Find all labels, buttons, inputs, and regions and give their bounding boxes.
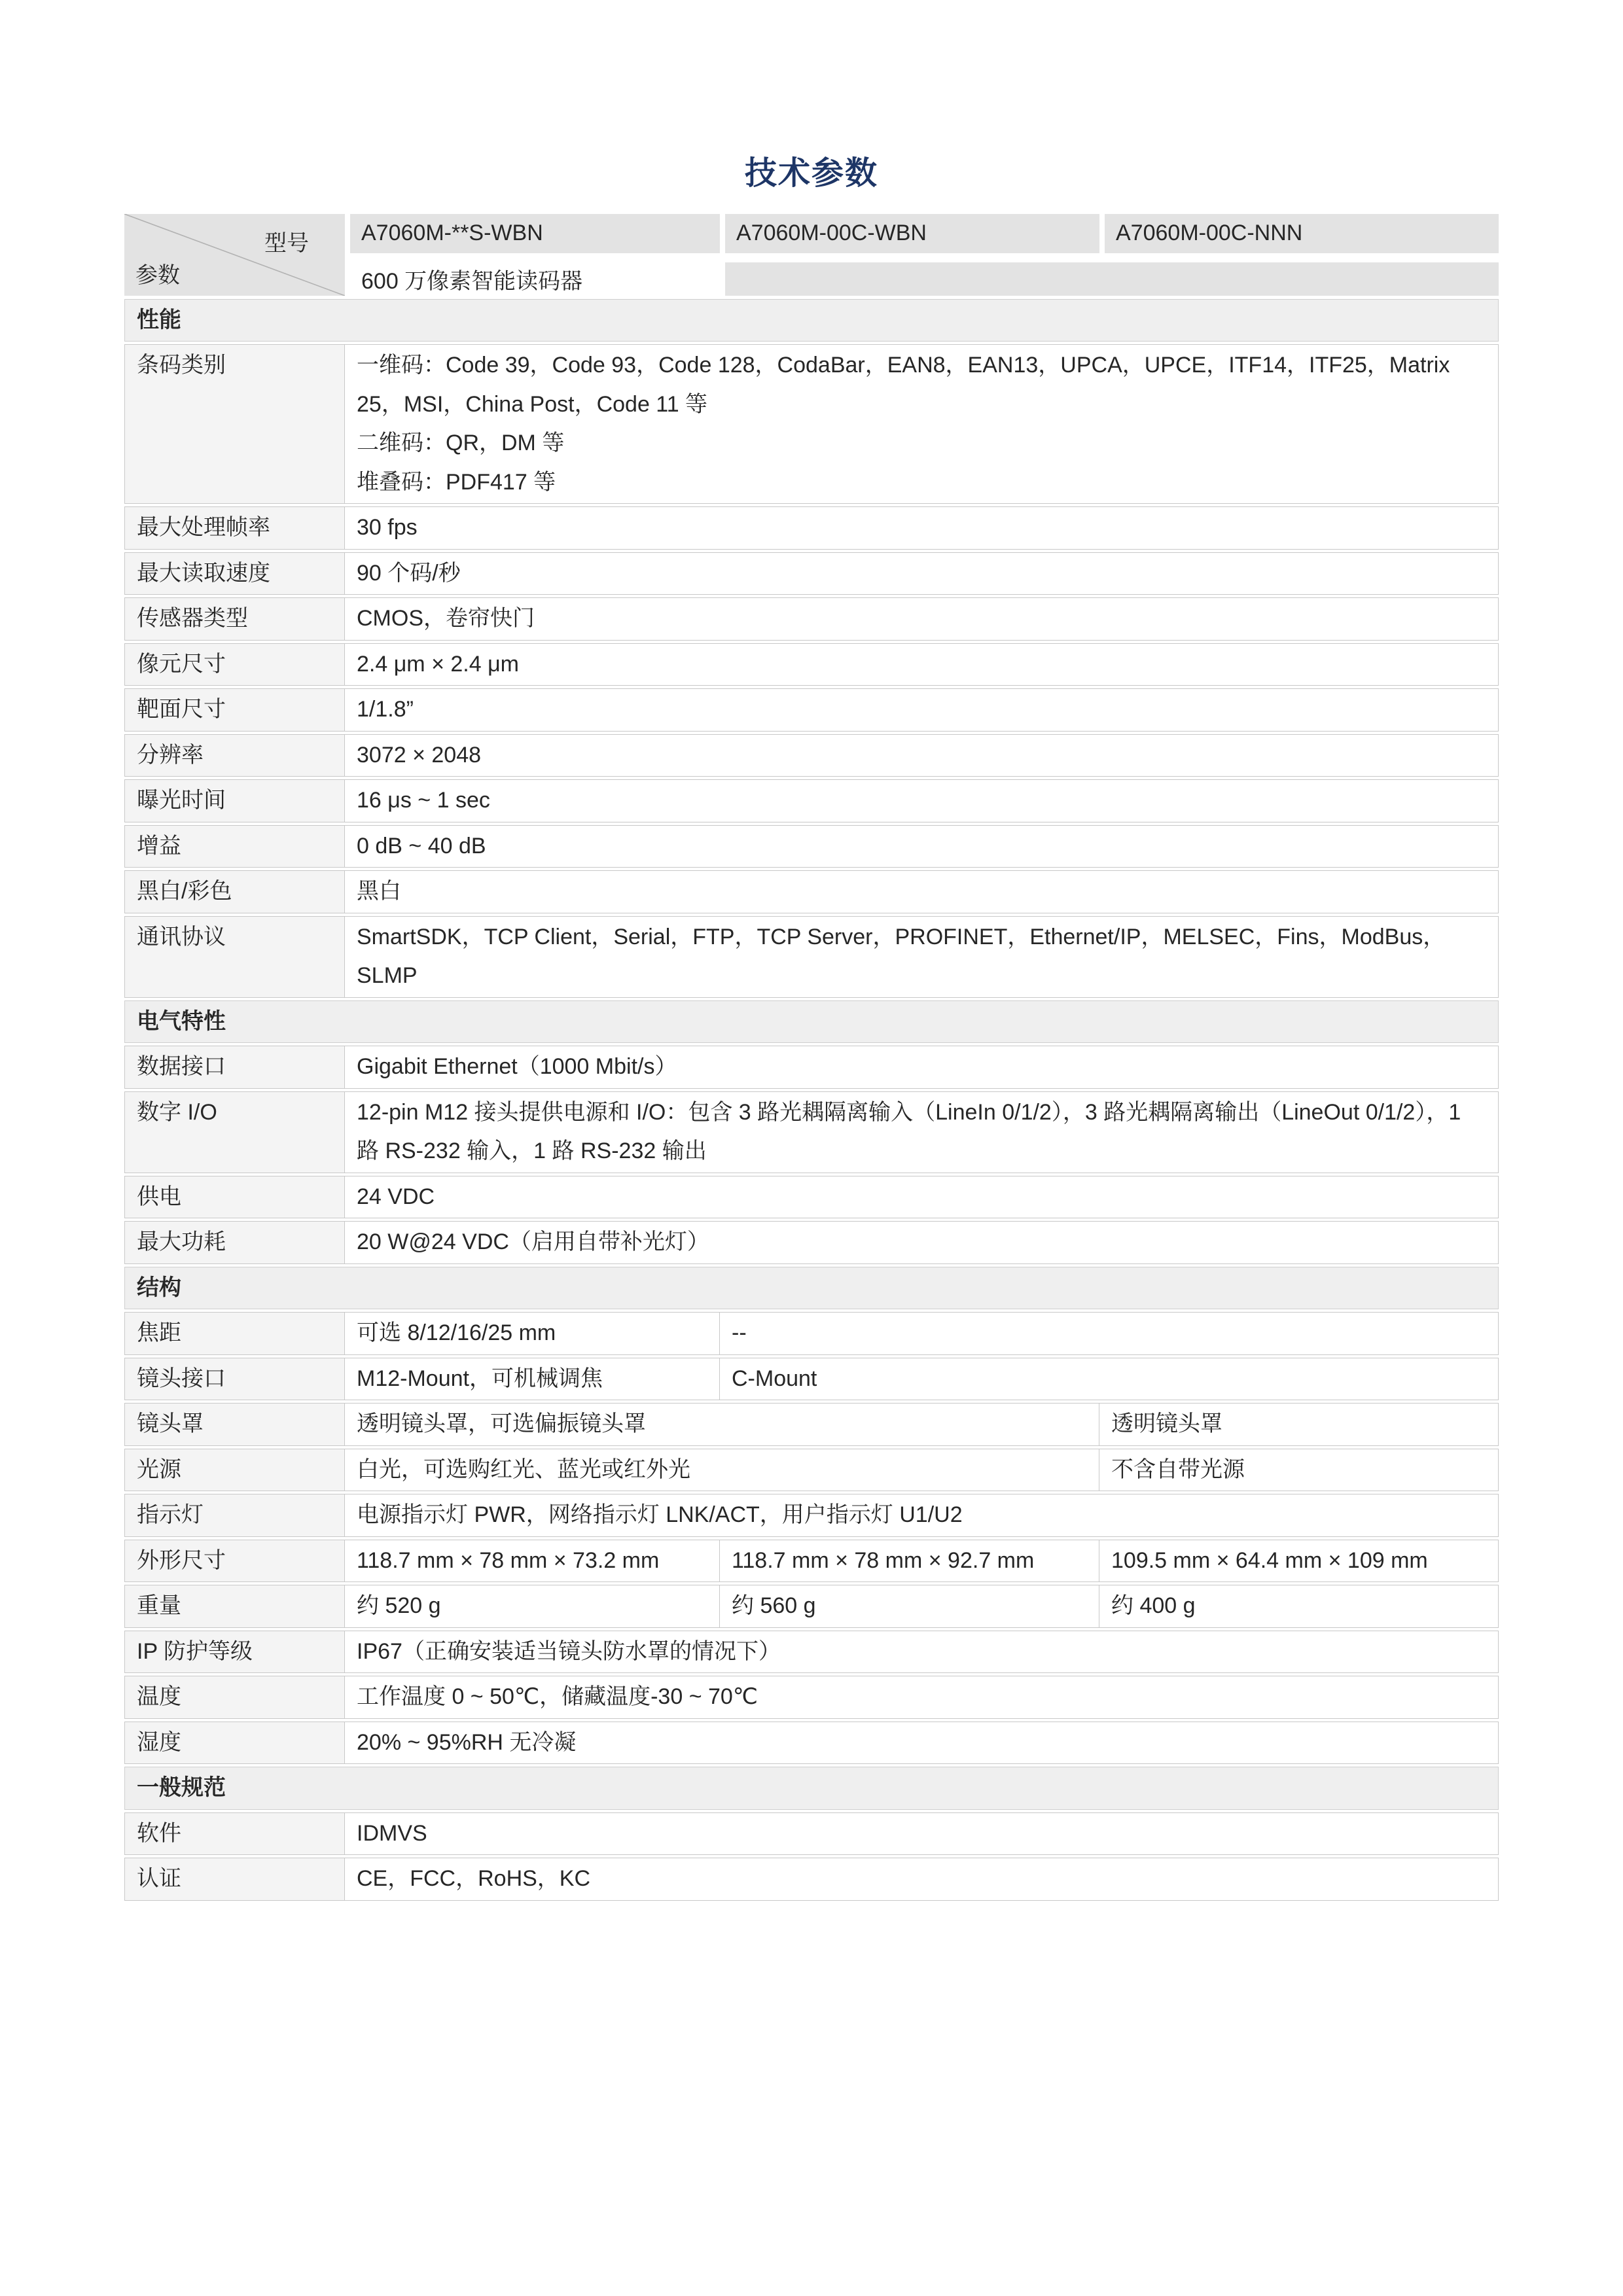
table-row [124,734,1499,777]
spec-table-body [124,299,1499,1901]
table-row [124,1494,1499,1537]
row-value: 12-pin M12 接头提供电源和 I/O：包含 3 路光耦隔离输入（LineIn 0/1/2），3 路光耦隔离输出（LineOut 0/1/2），1 路 RS-232 输入，1 路 RS-232 输出 [344,1091,1499,1173]
row-value: 109.5 mm × 64.4 mm × 109 mm [1099,1540,1499,1583]
row-label: 温度 [124,1676,345,1719]
section-row [124,1767,1499,1810]
row-value: Gigabit Ethernet（1000 Mbit/s） [344,1046,1499,1089]
table-row [124,1358,1499,1401]
table-row [124,779,1499,822]
row-value: 约 520 g [344,1585,720,1628]
model-header-cell: A7060M-**S-WBN [350,214,720,253]
row-value: 可选 8/12/16/25 mm [344,1312,720,1355]
row-label: 软件 [124,1812,345,1856]
row-value: 30 fps [344,506,1499,550]
table-row [124,1858,1499,1901]
row-value: 20 W@24 VDC（启用自带补光灯） [344,1221,1499,1264]
table-row [124,643,1499,686]
corner-label-parameter: 参数 [135,262,180,288]
row-value: 3072 × 2048 [344,734,1499,777]
product-subtitle-cell: 600 万像素智能读码器 [350,262,720,296]
row-label: 条码类别 [124,344,345,504]
row-value: 黑白 [344,870,1499,913]
page-title: 技术参数 [744,156,878,191]
row-value: 1/1.8” [344,688,1499,732]
row-value: 透明镜头罩 [1099,1403,1499,1446]
row-label: 焦距 [124,1312,345,1355]
table-row [124,1312,1499,1355]
row-value: IP67（正确安装适当镜头防水罩的情况下） [344,1631,1499,1674]
row-label: 曝光时间 [124,779,345,822]
row-label: 通讯协议 [124,916,345,998]
table-row [124,1631,1499,1674]
row-value: 0 dB ~ 40 dB [344,825,1499,868]
row-label: 指示灯 [124,1494,345,1537]
table-row [124,1091,1499,1173]
section-row [124,1267,1499,1310]
table-row [124,552,1499,595]
row-label: 传感器类型 [124,597,345,641]
section-header: 一般规范 [124,1767,1499,1810]
row-label: 最大功耗 [124,1221,345,1264]
row-label: 靶面尺寸 [124,688,345,732]
row-value: 电源指示灯 PWR，网络指示灯 LNK/ACT，用户指示灯 U1/U2 [344,1494,1499,1537]
row-label: 认证 [124,1858,345,1901]
corner-label-model: 型号 [264,230,309,256]
table-row [124,1176,1499,1219]
table-row [124,506,1499,550]
table-row [124,825,1499,868]
table-row [124,1449,1499,1492]
table-row [124,870,1499,913]
row-value: 不含自带光源 [1099,1449,1499,1492]
header-filler-cell [725,262,1499,296]
row-value: -- [719,1312,1499,1355]
row-value: CMOS，卷帘快门 [344,597,1499,641]
table-row [124,688,1499,732]
spec-table [124,214,1499,1901]
table-row [124,1046,1499,1089]
row-label: 外形尺寸 [124,1540,345,1583]
row-label: 增益 [124,825,345,868]
row-value: 118.7 mm × 78 mm × 92.7 mm [719,1540,1099,1583]
row-label: 数据接口 [124,1046,345,1089]
table-row [124,597,1499,641]
table-row [124,1722,1499,1765]
table-row [124,1812,1499,1856]
row-value: 24 VDC [344,1176,1499,1219]
row-label: 像元尺寸 [124,643,345,686]
row-label: 最大处理帧率 [124,506,345,550]
row-value: M12-Mount，可机械调焦 [344,1358,720,1401]
table-row [124,1221,1499,1264]
row-value: 透明镜头罩，可选偏振镜头罩 [344,1403,1099,1446]
row-value: 约 400 g [1099,1585,1499,1628]
row-value: 2.4 μm × 2.4 μm [344,643,1499,686]
row-label: 镜头接口 [124,1358,345,1401]
row-value: 一维码：Code 39，Code 93，Code 128，CodaBar，EAN8，EAN13，UPCA，UPCE，ITF14，ITF25，Matrix 25，MSI，China Post，Code 11 等 二维码：QR，DM 等 堆叠码：PDF417 等 [344,344,1499,504]
corner-cell [124,214,345,296]
row-value: 白光，可选购红光、蓝光或红外光 [344,1449,1099,1492]
row-label: 湿度 [124,1722,345,1765]
section-header: 电气特性 [124,1000,1499,1044]
section-header: 性能 [124,299,1499,342]
model-header-cell: A7060M-00C-WBN [725,214,1099,253]
table-row [124,916,1499,998]
row-value: C-Mount [719,1358,1499,1401]
row-value: 16 μs ~ 1 sec [344,779,1499,822]
row-label: 分辨率 [124,734,345,777]
row-value: 90 个码/秒 [344,552,1499,595]
table-row [124,1585,1499,1628]
row-label: 重量 [124,1585,345,1628]
row-value: 约 560 g [719,1585,1099,1628]
row-value: CE，FCC，RoHS，KC [344,1858,1499,1901]
section-row [124,1000,1499,1044]
row-label: 最大读取速度 [124,552,345,595]
row-label: 数字 I/O [124,1091,345,1173]
table-row [124,1403,1499,1446]
section-header: 结构 [124,1267,1499,1310]
row-label: 光源 [124,1449,345,1492]
row-value: IDMVS [344,1812,1499,1856]
row-label: 镜头罩 [124,1403,345,1446]
row-value: 118.7 mm × 78 mm × 73.2 mm [344,1540,720,1583]
section-row [124,299,1499,342]
row-label: 供电 [124,1176,345,1219]
spec-table-header [124,214,1499,296]
table-row [124,344,1499,504]
row-label: 黑白/彩色 [124,870,345,913]
table-row [124,1540,1499,1583]
row-value: 20% ~ 95%RH 无冷凝 [344,1722,1499,1765]
row-label: IP 防护等级 [124,1631,345,1674]
row-value: SmartSDK，TCP Client，Serial，FTP，TCP Server，PROFINET，Ethernet/IP，MELSEC，Fins，ModBus，SLMP [344,916,1499,998]
row-value: 工作温度 0 ~ 50℃，储藏温度-30 ~ 70℃ [344,1676,1499,1719]
model-header-cell: A7060M-00C-NNN [1105,214,1499,253]
table-row [124,1676,1499,1719]
